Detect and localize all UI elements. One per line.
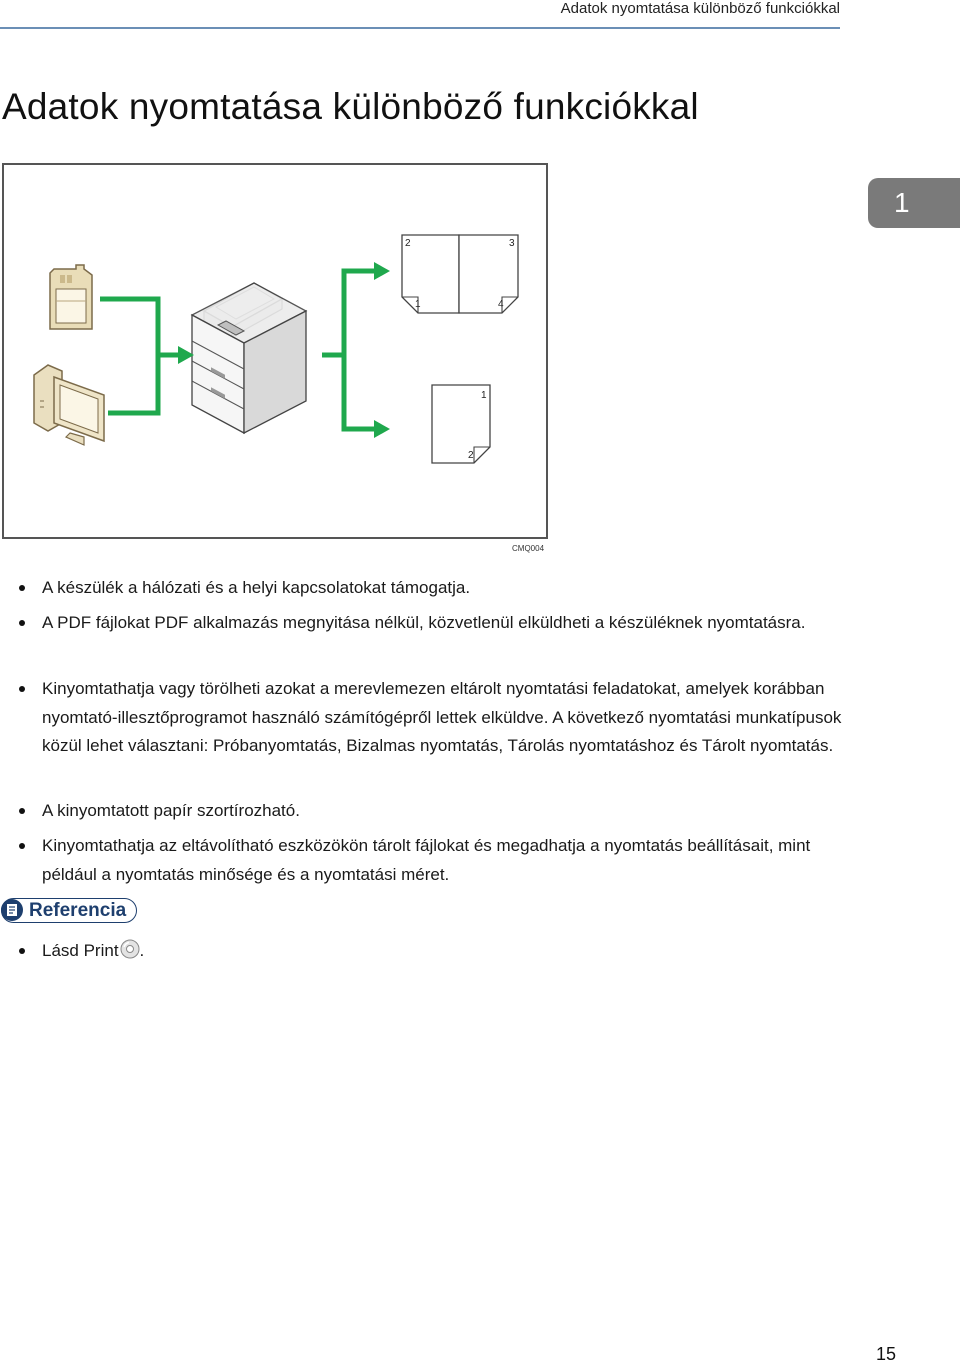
page-number-label: 1 [415,299,421,310]
output-arrow-head-bottom [374,420,390,438]
reference-suffix: . [139,941,145,960]
output-arrow-head-top [374,262,390,280]
printer-icon [192,283,306,433]
list-item: Kinyomtathatja vagy törölheti azokat a merevlemezen eltárolt nyomtatási feladatokat, amelyek korábban nyomtató-illesztőprogramot használó számítógépről lettek elküldve. A következő nyomtatási munkatípusok közül lehet választani: Próbanyomtatás, Bizalmas nyomtatás, Tárolás nyomtatáshoz és Tárolt nyomtatás. [42,675,842,761]
page-number-label: 2 [468,450,474,461]
computer-icon [34,365,104,445]
chapter-tab: 1 [868,178,960,228]
single-page-icon [432,385,490,463]
reference-book-icon [1,899,23,921]
page-number-label: 2 [405,238,411,249]
reference-label: Referencia [29,900,127,921]
list-item: A kinyomtatott papír szortírozható. [42,797,842,826]
page-number: 15 [876,1344,897,1364]
list-item: A készülék a hálózati és a helyi kapcsolatokat támogatja. [42,574,842,603]
page-number-label: 3 [509,238,515,249]
printing-functions-figure [2,163,548,539]
list-item: A PDF fájlokat PDF alkalmazás megnyitása nélkül, közvetlenül elküldheti a készüléknek nyomtatásra. [42,609,842,638]
output-arrows [322,271,376,429]
reference-link-text[interactable]: Lásd Print [42,941,119,960]
duplex-pages-icon [402,235,518,313]
header-rule [0,27,840,29]
page-title: Adatok nyomtatása különböző funkciókkal [2,86,699,127]
page-number-label: 1 [481,390,487,401]
sd-card-icon [50,265,92,329]
disc-icon[interactable] [120,939,140,959]
figure-code: CMQ004 [512,544,545,553]
reference-badge [1,898,137,923]
running-header: Adatok nyomtatása különböző funkciókkal [560,0,840,17]
page-number-label: 4 [498,299,504,310]
input-arrows [100,299,180,413]
reference-item [42,937,842,966]
list-item: Kinyomtathatja az eltávolítható eszközökön tárolt fájlokat és megadhatja a nyomtatás beállításait, mint például a nyomtatás minősége és a nyomtatási méret. [42,832,842,889]
